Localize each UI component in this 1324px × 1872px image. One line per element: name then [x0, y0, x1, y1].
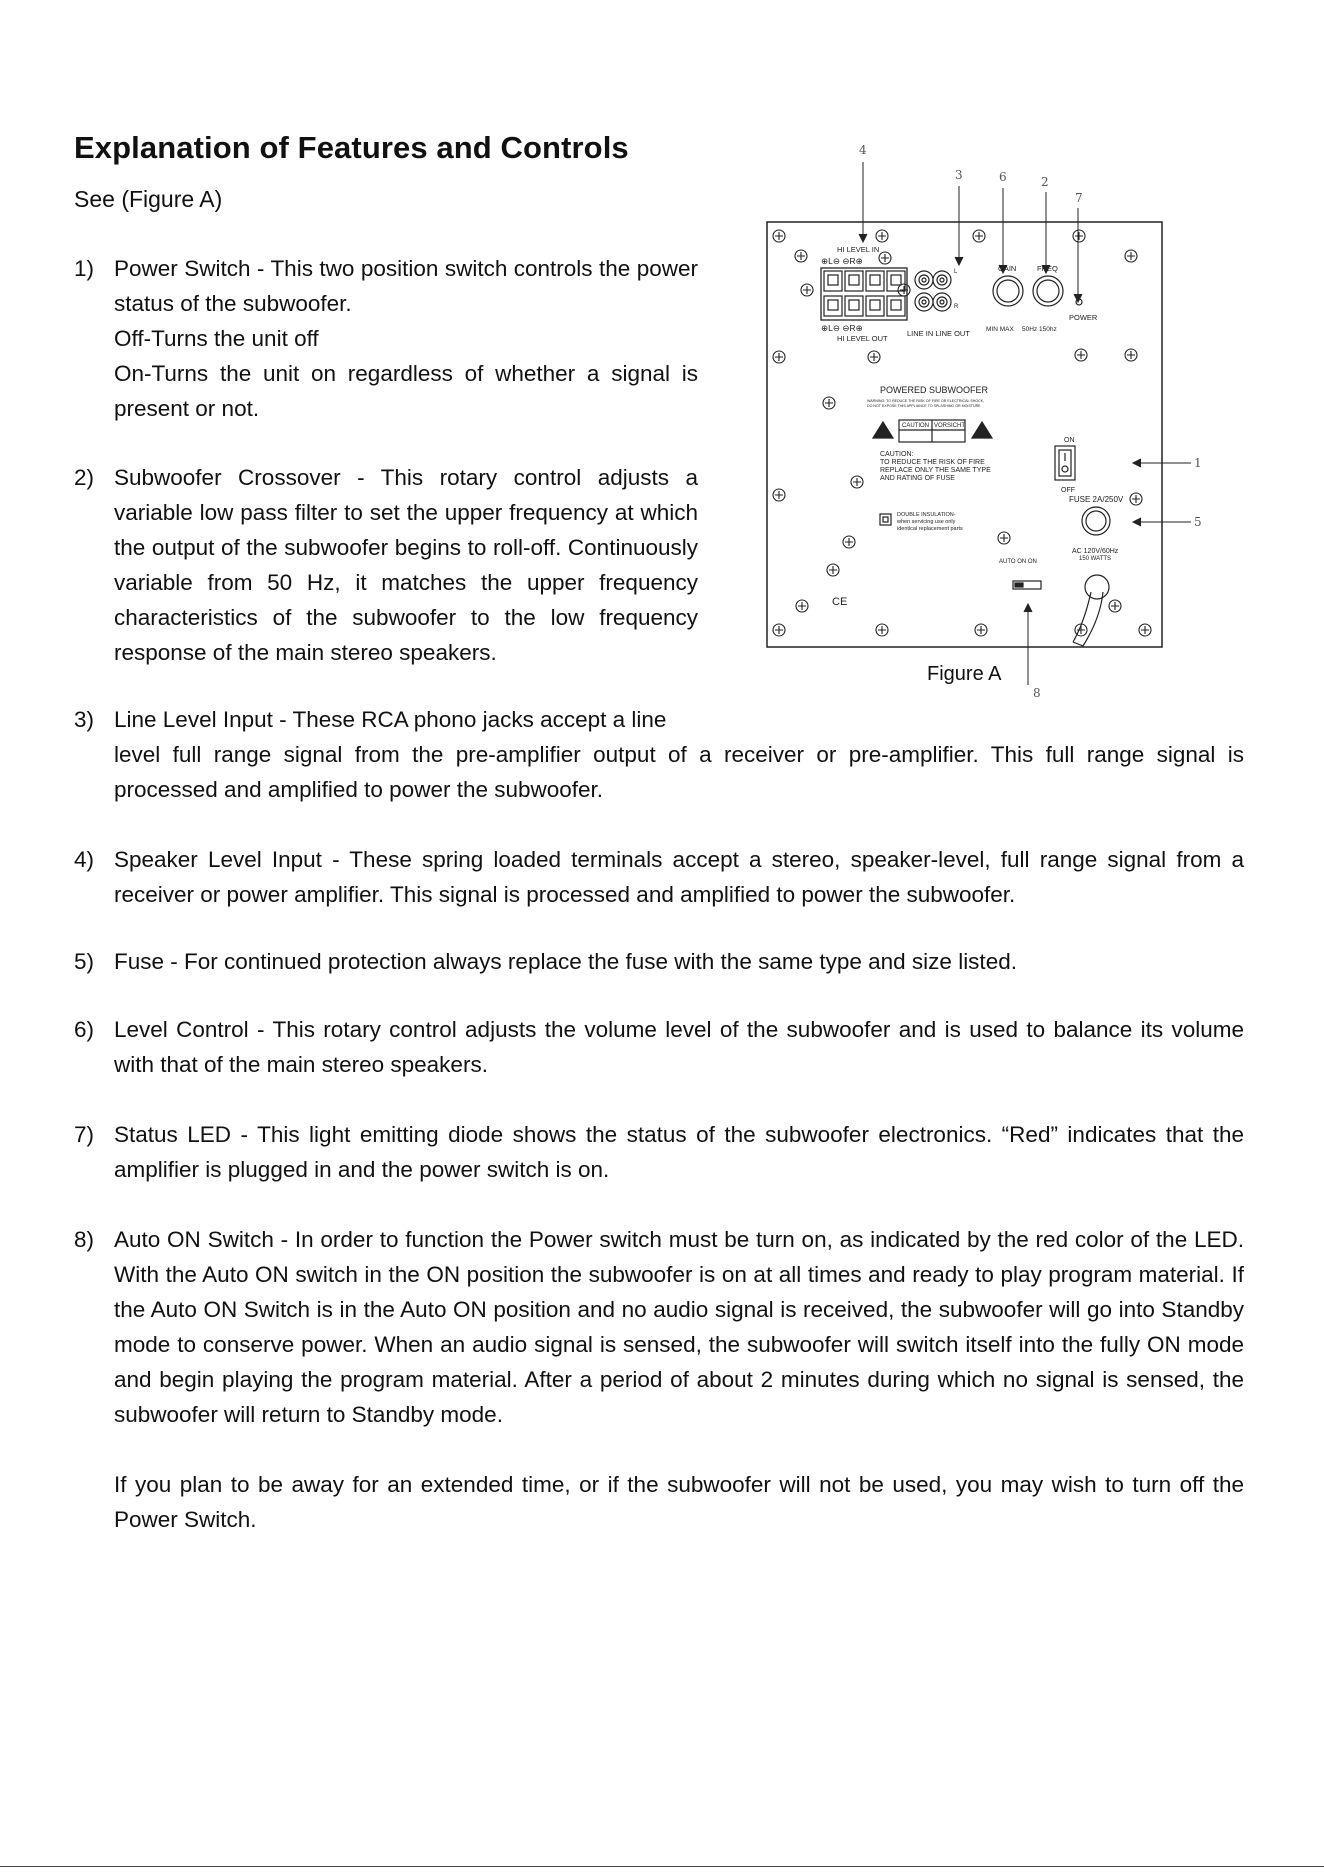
item-number: 6): [74, 1017, 95, 1042]
freq-knob: [1033, 276, 1063, 306]
item-text: Status LED - This light emitting diode shows the status of the subwoofer electronics. “Red” indicates that the amplifier is plugged in and the power switch is on.: [114, 1122, 1244, 1182]
label-caution-3: REPLACE ONLY THE SAME TYPE: [880, 467, 991, 474]
label-auto-on: AUTO ON ON: [999, 559, 1037, 565]
item-number: 3): [74, 707, 95, 732]
label-fuse: FUSE 2A/250V: [1069, 495, 1124, 504]
label-power: POWER: [1069, 313, 1098, 322]
label-caution-4: AND RATING OF FUSE: [880, 475, 955, 482]
warning-triangles: [873, 420, 992, 442]
callout-7: 7: [1075, 191, 1083, 205]
label-caution-1: CAUTION:: [880, 451, 914, 458]
item-paragraph: level full range signal from the pre-amplifier output of a receiver or pre-amplifier. This full range signal is processed and amplified to power the subwoofer.: [114, 742, 1244, 802]
label-l: L: [954, 269, 958, 275]
item-paragraph: On-Turns the unit on regardless of whether a signal is present or not.: [114, 361, 698, 421]
rca-jacks: [915, 271, 951, 311]
label-gain: GAIN: [998, 264, 1017, 273]
label-min-max: MIN MAX: [986, 326, 1014, 333]
item-number: 5): [74, 949, 95, 974]
item-paragraph: Off-Turns the unit off: [114, 326, 319, 351]
label-terminals-bottom: ⊕L⊖ ⊖R⊕: [821, 323, 863, 333]
figure-reference: See (Figure A): [74, 186, 223, 212]
footer-rule: [0, 1866, 1324, 1867]
double-insulation-mark: [880, 514, 891, 525]
label-warning-1: WARNING: TO REDUCE THE RISK OF FIRE OR ELECTRICAL SHOCK,: [867, 399, 985, 403]
label-double-insulation-1: DOUBLE INSULATION-: [897, 512, 956, 518]
item-paragraph: Subwoofer Crossover - This rotary control adjusts a variable low pass filter to set the upper frequency at which the output of the subwoofer begins to roll-off. Continuously variable from 50 Hz, it matches the upper frequency characteristics of the subwoofer to the low frequency response of the main stereo speakers.: [114, 465, 698, 665]
label-ac-rating: AC 120V/60Hz: [1072, 548, 1119, 555]
label-hi-level-out: HI LEVEL OUT: [837, 334, 888, 343]
label-wattage: 150 WATTS: [1079, 556, 1112, 562]
callout-4: 4: [859, 143, 867, 157]
callout-2: 2: [1041, 175, 1049, 189]
item-number: 8): [74, 1227, 95, 1252]
closing-text: If you plan to be away for an extended time, or if the subwoofer will not be used, you may wish to turn off the Power Switch.: [114, 1472, 1244, 1532]
item-number: 2): [74, 465, 95, 490]
item-first-line: Line Level Input - These RCA phono jacks accept a line: [114, 707, 667, 732]
label-vorsicht-box: VORSICHT: [934, 423, 966, 429]
callout-3: 3: [955, 168, 963, 182]
label-double-insulation-2: when servicing use only: [897, 519, 956, 525]
label-on: ON: [1064, 437, 1075, 444]
callout-6: 6: [999, 170, 1007, 184]
label-warning-2: DO NOT EXPOSE THIS APPLIANCE TO SPLASHING OR MOISTURE: [867, 404, 981, 408]
label-off: OFF: [1061, 487, 1075, 494]
ce-mark: CE: [832, 596, 848, 608]
label-double-insulation-3: identical replacement parts: [897, 526, 963, 532]
label-line-in-out: LINE IN LINE OUT: [907, 329, 970, 338]
item-text: Fuse - For continued protection always replace the fuse with the same type and size listed.: [114, 949, 1017, 974]
page-title: Explanation of Features and Controls: [74, 130, 629, 165]
callout-8: 8: [1033, 686, 1041, 700]
item-text: Auto ON Switch - In order to function the Power switch must be turn on, as indicated by the red color of the LED. With the Auto ON switch in the ON position the subwoofer is on at all times and ready to play program material. If the Auto ON Switch is in the Auto ON position and no audio signal is received, the subwoofer will go into Standby mode to conserve power. When an audio signal is sensed, the subwoofer will switch itself into the fully ON mode and begin playing the program material. After a period of about 2 minutes during which no signal is sensed, the subwoofer will return to Standby mode.: [114, 1227, 1244, 1427]
item-number: 7): [74, 1122, 95, 1147]
label-powered-subwoofer: POWERED SUBWOOFER: [880, 385, 989, 395]
rear-panel-diagram: [715, 130, 1205, 710]
item-text: [114, 251, 698, 426]
item-number: 1): [74, 256, 95, 281]
figure-caption: Figure A: [927, 663, 1002, 685]
item-text: [114, 702, 1244, 807]
gain-knob: [993, 276, 1023, 306]
label-freq-range: 50Hz 150hz: [1022, 326, 1057, 333]
callout-5: 5: [1194, 515, 1202, 529]
label-hi-level-in: HI LEVEL IN: [837, 245, 880, 254]
label-freq: FREQ: [1037, 264, 1058, 273]
item-number: 4): [74, 847, 95, 872]
label-caution-box: CAUTION: [902, 423, 929, 429]
item-paragraph: Power Switch - This two position switch controls the power status of the subwoofer.: [114, 256, 698, 316]
auto-on-switch: [1013, 581, 1041, 589]
label-r: R: [954, 304, 959, 310]
fuse-holder: [1082, 507, 1110, 535]
speaker-terminal-block: [821, 268, 907, 320]
item-text: [114, 460, 698, 670]
label-caution-2: TO REDUCE THE RISK OF FIRE: [880, 459, 985, 466]
figure-a: [715, 130, 1205, 710]
item-text: Speaker Level Input - These spring loaded terminals accept a stereo, speaker-level, full range signal from a receiver or power amplifier. This signal is processed and amplified to power the subwoofer.: [114, 847, 1244, 907]
power-switch: [1055, 446, 1075, 480]
callout-1: 1: [1194, 456, 1202, 470]
label-terminals-top: ⊕L⊖ ⊖R⊕: [821, 256, 863, 266]
item-text: Level Control - This rotary control adjusts the volume level of the subwoofer and is used to balance its volume with that of the main stereo speakers.: [114, 1017, 1244, 1077]
